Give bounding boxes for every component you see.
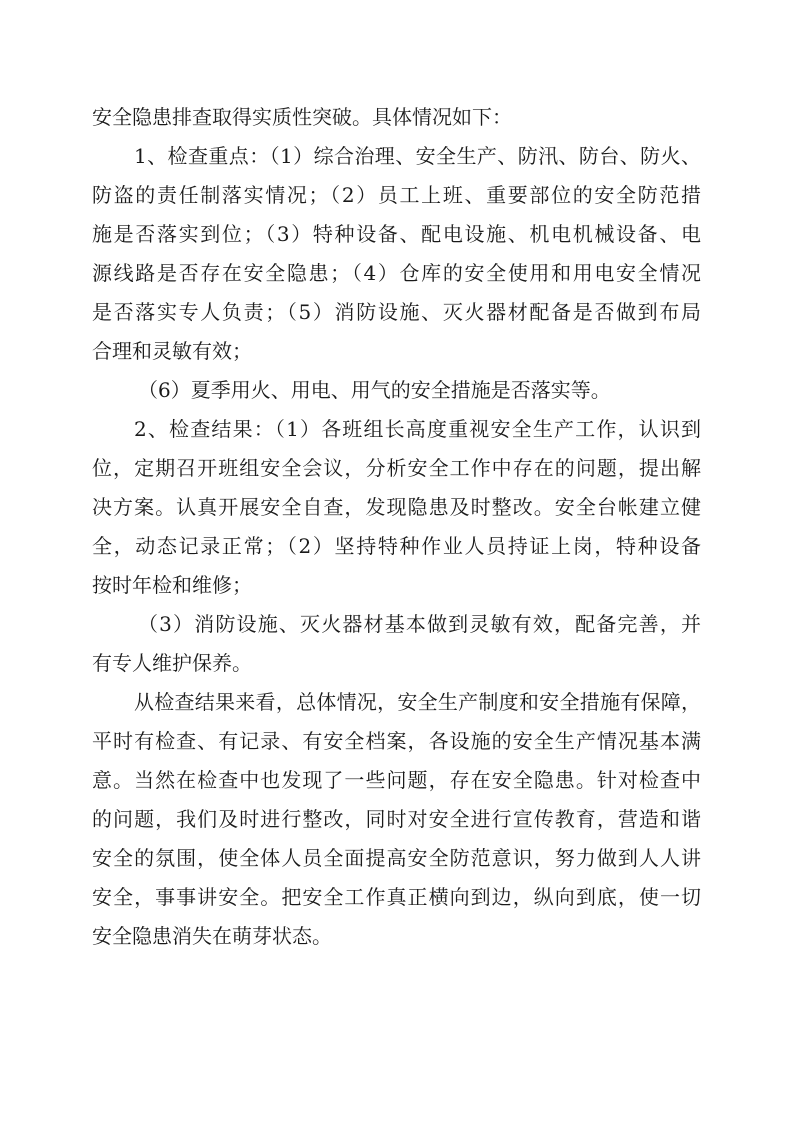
text-line: 决方案。认真开展安全自查，发现隐患及时整改。安全台帐建立健 xyxy=(92,495,701,519)
text-line: 2、检查结果：（1）各班组长高度重视安全生产工作，认识到 xyxy=(134,417,701,441)
text-line: 安全的氛围，使全体人员全面提高安全防范意识，努力做到人人讲 xyxy=(92,846,701,870)
text-line: 源线路是否存在安全隐患；（4）仓库的安全使用和用电安全情况 xyxy=(92,261,701,285)
text-line: 的问题，我们及时进行整改，同时对安全进行宣传教育，营造和谐 xyxy=(92,807,701,831)
paragraph-check-results-3 xyxy=(92,605,701,683)
text-line: 是否落实专人负责；（5）消防设施、灭火器材配备是否做到布局 xyxy=(92,300,701,324)
text-line: （3）消防设施、灭火器材基本做到灵敏有效，配备完善，并 xyxy=(138,612,701,636)
text-line: 意。当然在检查中也发现了一些问题，存在安全隐患。针对检查中 xyxy=(92,768,701,792)
text-line: 平时有检查、有记录、有安全档案，各设施的安全生产情况基本满 xyxy=(92,729,701,753)
text-line: 安全隐患消失在萌芽状态。 xyxy=(92,924,332,948)
text-line: 防盗的责任制落实情况；（2）员工上班、重要部位的安全防范措 xyxy=(92,183,701,207)
text-line: 位，定期召开班组安全会议，分析安全工作中存在的问题，提出解 xyxy=(92,456,701,480)
text-line: 合理和灵敏有效； xyxy=(92,339,252,363)
text-line: 1、检查重点：（1）综合治理、安全生产、防汛、防台、防火、 xyxy=(134,144,701,168)
text-line: （6）夏季用火、用电、用气的安全措施是否落实等。 xyxy=(138,378,611,402)
text-line: 有专人维护保养。 xyxy=(92,651,252,675)
text-line: 安全隐患排查取得实质性突破。具体情况如下： xyxy=(92,105,512,129)
paragraph-check-results xyxy=(92,410,701,605)
text-line: 安全，事事讲安全。把安全工作真正横向到边，纵向到底，使一切 xyxy=(92,885,701,909)
paragraph-check-focus xyxy=(92,137,701,371)
text-line: 按时年检和维修； xyxy=(92,573,252,597)
paragraph-summary xyxy=(92,683,701,956)
text-line: 从检查结果来看，总体情况，安全生产制度和安全措施有保障， xyxy=(134,690,701,714)
paragraph-intro-tail xyxy=(92,98,701,137)
text-line: 全，动态记录正常；（2）坚持特种作业人员持证上岗，特种设备 xyxy=(92,534,701,558)
text-line: 施是否落实到位；（3）特种设备、配电设施、机电机械设备、电 xyxy=(92,222,701,246)
paragraph-check-focus-6 xyxy=(92,371,701,410)
document-page xyxy=(92,98,701,956)
